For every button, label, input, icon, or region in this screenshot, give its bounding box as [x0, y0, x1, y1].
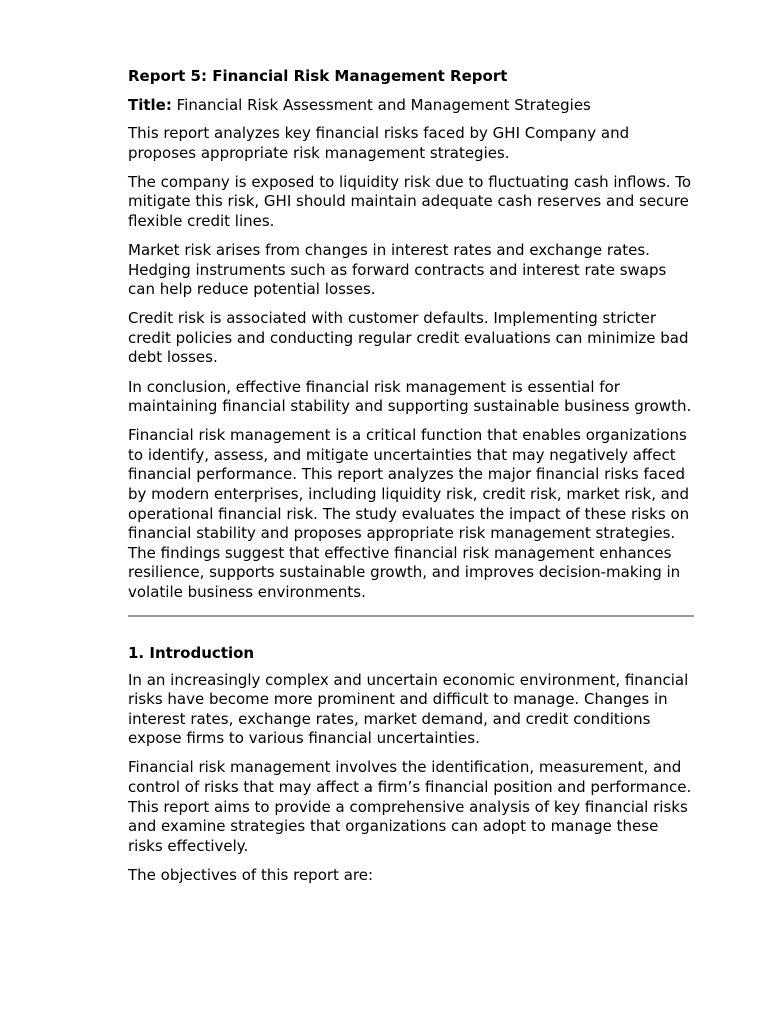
abstract-paragraph: Financial risk management is a critical function that enables organizations to identify, assess, and mitigate uncertainties that may negatively affect financial performance. This report analyzes the major financial risks faced by modern enterprises, including liquidity risk, credit risk, market risk, and operational financial risk. The study evaluates the impact of these risks on financial stability and proposes appropriate risk management strategies. The findings suggest that effective financial risk management enhances resilience, supports sustainable growth, and improves decision-making in volatile business environments.	[128, 426, 690, 601]
credit-risk-paragraph: Credit risk is associated with customer defaults. Implementing stricter credit policies and conducting regular credit evaluations can minimize bad debt losses.	[128, 309, 689, 367]
section-divider	[128, 615, 694, 617]
title-text: Financial Risk Assessment and Management Strategies	[171, 96, 591, 114]
report-title-line	[128, 95, 694, 115]
introduction-paragraph: Financial risk management involves the identification, measurement, and control of risks that may affect a firm’s financial position and performance. This report aims to provide a comprehensive analysis of key financial risks and examine strategies that organizations can adopt to manage these risks effectively.	[128, 758, 692, 855]
conclusion-paragraph: In conclusion, effective financial risk management is essential for maintaining financial stability and supporting sustainable business growth.	[128, 377, 692, 416]
document-page	[128, 66, 694, 895]
introduction-paragraph: In an increasingly complex and uncertain economic environment, financial risks have become more prominent and difficult to manage. Changes in interest rates, exchange rates, market demand, and credit conditions expose firms to various financial uncertainties.	[128, 670, 689, 748]
title-label: Title:	[128, 96, 172, 114]
market-risk-paragraph: Market risk arises from changes in interest rates and exchange rates. Hedging instruments such as forward contracts and interest rate swaps can help reduce potential losses.	[128, 240, 667, 299]
summary-paragraph: This report analyzes key financial risks faced by GHI Company and proposes appropriate risk management strategies.	[128, 124, 630, 162]
introduction-heading: 1. Introduction	[128, 643, 255, 662]
report-heading: Report 5: Financial Risk Management Report	[128, 67, 508, 85]
liquidity-risk-paragraph: The company is exposed to liquidity risk due to fluctuating cash inflows. To mitigate this risk, GHI should maintain adequate cash reserves and secure flexible credit lines.	[128, 172, 692, 230]
objectives-lead-in: The objectives of this report are:	[128, 865, 374, 884]
